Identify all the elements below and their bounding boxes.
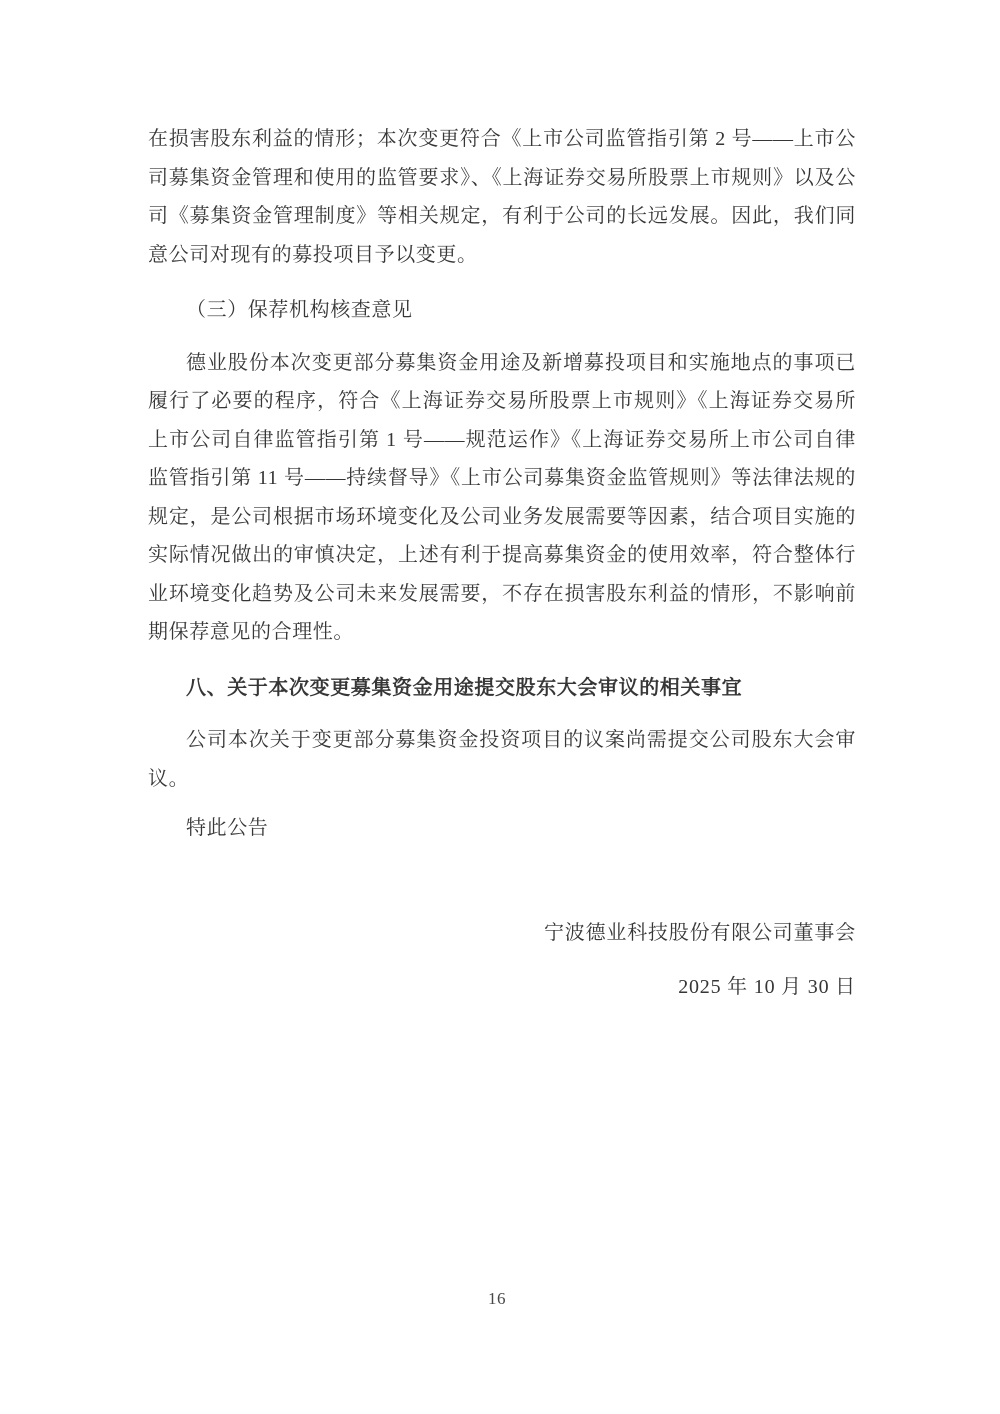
page-number: 16 bbox=[488, 1289, 506, 1308]
document-body bbox=[148, 120, 856, 1007]
closing-line: 特此公告 bbox=[186, 817, 269, 839]
continuation-paragraph: 在损害股东利益的情形；本次变更符合《上市公司监管指引第 2 号——上市公司募集资金管理和使用的监管要求》、《上海证券交易所股票上市规则》以及公司《募集资金管理制度》等相关规定，有利于公司的长远发展。因此，我们同意公司对现有的募投项目予以变更。 bbox=[148, 128, 856, 266]
section-heading-sponsor-opinion: （三）保荐机构核查意见 bbox=[186, 299, 413, 321]
date-line: 2025 年 10 月 30 日 bbox=[678, 976, 856, 998]
signature-line: 宁波德业科技股份有限公司董事会 bbox=[544, 921, 856, 944]
shareholder-meeting-paragraph: 公司本次关于变更部分募集资金投资项目的议案尚需提交公司股东大会审议。 bbox=[148, 729, 856, 790]
chapter-heading-shareholder-meeting: 八、关于本次变更募集资金用途提交股东大会审议的相关事宜 bbox=[186, 676, 743, 699]
signature-block bbox=[148, 914, 856, 1007]
sponsor-opinion-paragraph: 德业股份本次变更部分募集资金用途及新增募投项目和实施地点的事项已履行了必要的程序，符合《上海证券交易所股票上市规则》《上海证券交易所上市公司自律监管指引第 1 号——规范运作》《上海证券交易所上市公司自律监管指引第 11 号——持续督导》《上市公司募集资金监管规则》等法律法规的规定，是公司根据市场环境变化及公司业务发展需要等因素，结合项目实施的实际情况做出的审慎决定，上述有利于提高募集资金的使用效率，符合整体行业环境变化趋势及公司未来发展需要，不存在损害股东利益的情形，不影响前期保荐意见的合理性。 bbox=[148, 351, 856, 643]
